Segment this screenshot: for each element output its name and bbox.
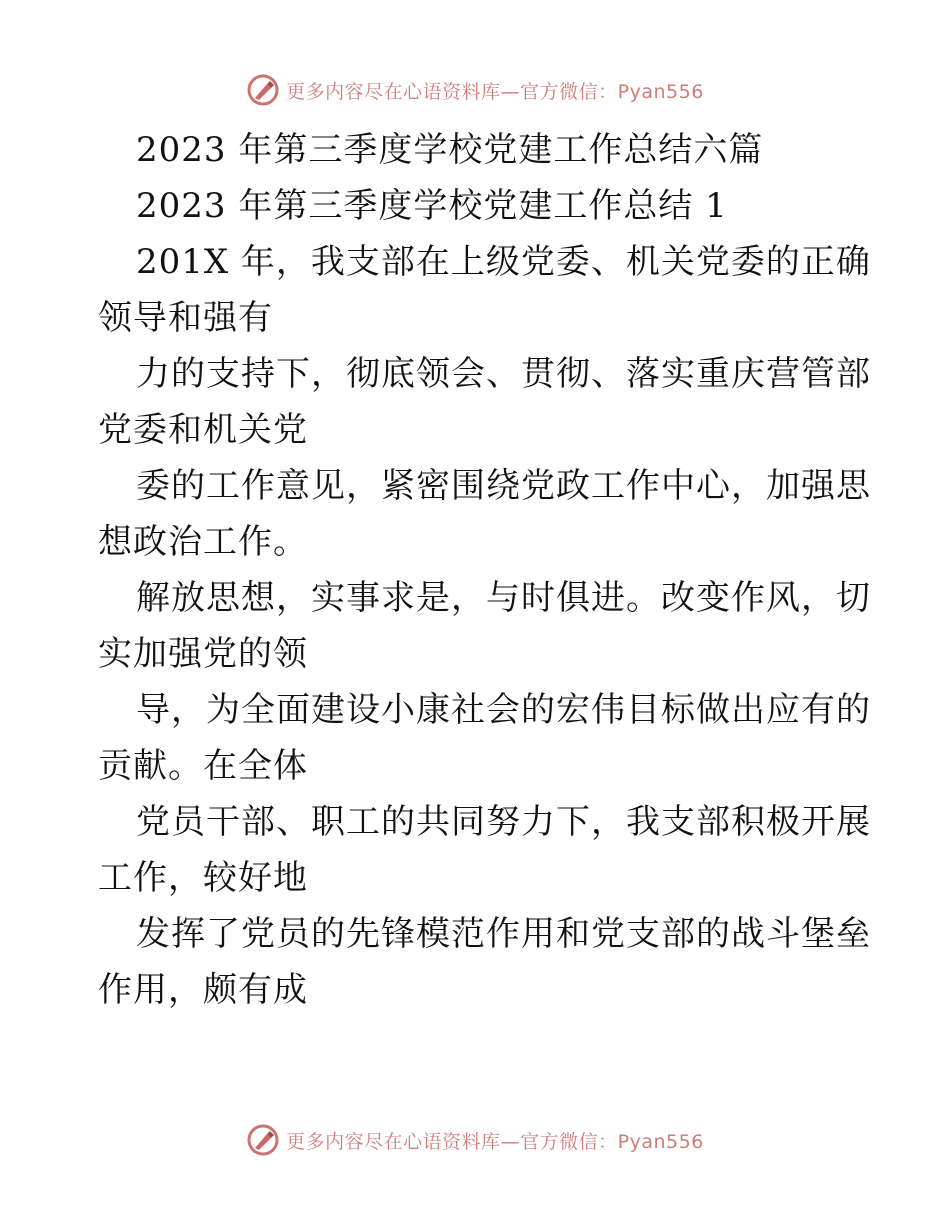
- pen-nib-logo-icon: [246, 73, 280, 107]
- section-heading: 2023 年第三季度学校党建工作总结 1: [136, 186, 728, 226]
- document-body: [98, 122, 871, 1018]
- paragraph-line: 发挥了党员的先锋模范作用和党支部的战斗堡垒: [136, 914, 871, 954]
- paragraph-line: 工作，较好地: [98, 858, 308, 898]
- paragraph-line: 想政治工作。: [98, 522, 308, 562]
- header-watermark: [0, 70, 950, 110]
- document-title: 2023 年第三季度学校党建工作总结六篇: [136, 130, 764, 170]
- paragraph-line: 委的工作意见，紧密围绕党政工作中心，加强思: [136, 466, 871, 506]
- paragraph-line: 党委和机关党: [98, 410, 308, 450]
- paragraph-line: 党员干部、职工的共同努力下，我支部积极开展: [136, 802, 871, 842]
- footer-watermark: [0, 1120, 950, 1160]
- paragraph-line: 领导和强有: [98, 298, 273, 338]
- watermark-text: 更多内容尽在心语资料库—官方微信：Pyan556: [286, 1130, 704, 1153]
- watermark-text: 更多内容尽在心语资料库—官方微信：Pyan556: [286, 80, 704, 103]
- paragraph-line: 201X 年，我支部在上级党委、机关党委的正确: [136, 242, 871, 282]
- paragraph-line: 力的支持下，彻底领会、贯彻、落实重庆营管部: [136, 354, 871, 394]
- paragraph-line: 作用，颇有成: [98, 970, 308, 1010]
- pen-nib-logo-icon: [246, 1123, 280, 1157]
- paragraph-line: 解放思想，实事求是，与时俱进。改变作风，切: [136, 578, 871, 618]
- paragraph-line: 导，为全面建设小康社会的宏伟目标做出应有的: [136, 690, 871, 730]
- paragraph-line: 贡献。在全体: [98, 746, 308, 786]
- paragraph-line: 实加强党的领: [98, 634, 308, 674]
